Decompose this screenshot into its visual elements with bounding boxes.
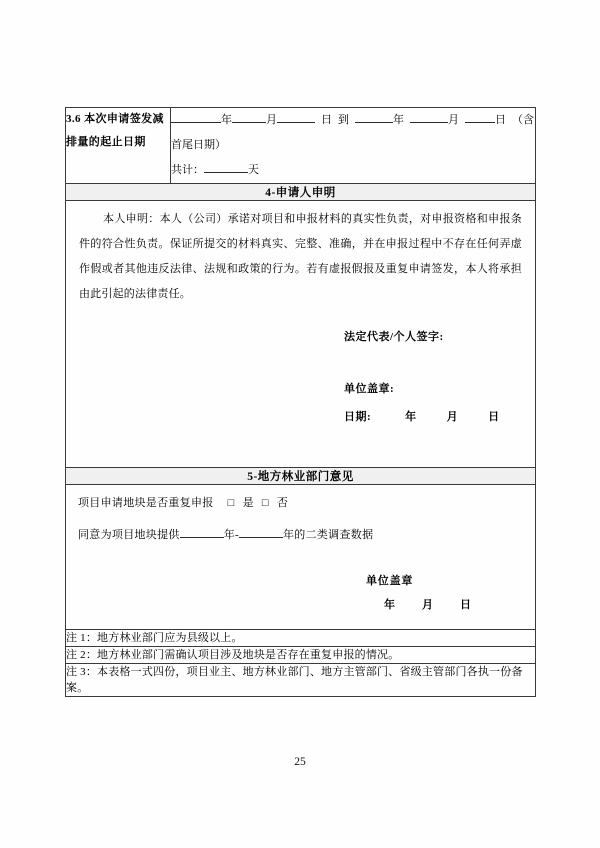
survey-data-prefix: 同意为项目地块提供 <box>78 529 180 541</box>
row-36-value-cell <box>171 108 536 184</box>
end-year-unit: 年 <box>393 114 404 126</box>
section4-body-row <box>66 201 536 468</box>
signature-block <box>66 309 535 467</box>
note-3: 注 3：本表格一式四份，项目业主、地方林业部门、地方主管部门、省级主管部门各执一份备案。 <box>66 664 536 697</box>
signature-date-line <box>66 409 535 425</box>
end-month-unit: 月 <box>448 114 459 126</box>
forestry-date-line <box>66 593 535 617</box>
date-range-line <box>171 108 535 158</box>
spacer-c <box>66 397 535 409</box>
section5-header-row <box>66 468 536 485</box>
note-2: 注 2：地方林业部门需确认项目涉及地块是否存在重复申报的情况。 <box>66 647 536 664</box>
section5-body-cell <box>66 485 536 630</box>
forestry-date-year: 年 <box>384 599 395 611</box>
forestry-date-month: 月 <box>422 599 433 611</box>
signature-date-day: 日 <box>488 411 500 423</box>
end-year-blank[interactable] <box>355 110 393 123</box>
spacer-f <box>66 617 535 629</box>
table-row-36 <box>66 108 536 184</box>
start-month-blank[interactable] <box>232 110 266 123</box>
survey-year-end-unit: 年的二类调查数据 <box>282 529 374 541</box>
row-36-label: 3.6 本次申请签发减排量的起止日期 <box>66 113 164 148</box>
note-1: 注 1：地方林业部门应为县级以上。 <box>66 630 536 647</box>
range-to-word: 到 <box>338 114 349 126</box>
signature-date-month: 月 <box>446 411 459 423</box>
end-day-unit: 日 <box>495 114 506 126</box>
survey-data-line <box>66 517 535 549</box>
signature-date-label: 日期: <box>344 411 372 423</box>
inclusive-note: （含首尾日期） <box>171 114 534 151</box>
section4-body-cell <box>66 201 536 468</box>
survey-year-start-blank[interactable] <box>180 525 224 538</box>
checkbox-no[interactable]: □ <box>261 497 269 509</box>
spacer-b <box>66 345 535 381</box>
start-year-unit: 年 <box>221 114 232 126</box>
start-day-blank[interactable] <box>277 110 315 123</box>
forestry-date-day: 日 <box>460 599 471 611</box>
application-form-table <box>65 107 536 697</box>
spacer-e <box>66 549 535 569</box>
section5-body-row <box>66 485 536 630</box>
duplicate-declaration-line <box>66 485 535 517</box>
total-days-line <box>171 158 535 183</box>
declaration-text: 本人申明：本人（公司）承诺对项目和申报材料的真实性负责，对申报资格和申报条件的符合性负责。保证所提交的材料真实、完整、准确，并在申报过程中不存在任何弄虚作假或者其他违反法律、法规和政策的行为。若有虚报假报及重复申请签发，本人将承担由此引起的法律责任。 <box>79 213 522 300</box>
survey-year-end-blank[interactable] <box>239 525 283 538</box>
spacer-d <box>66 425 535 455</box>
start-month-unit: 月 <box>266 114 277 126</box>
section4-header: 4-申请人申明 <box>66 184 536 201</box>
total-days-unit: 天 <box>248 164 259 176</box>
checkbox-no-label: 否 <box>276 497 289 509</box>
survey-year-start-unit: 年- <box>223 529 239 541</box>
section4-header-row <box>66 184 536 201</box>
total-days-label: 共计： <box>171 164 204 176</box>
total-days-blank[interactable] <box>204 160 248 173</box>
note-row <box>66 664 536 697</box>
signature-date-year: 年 <box>405 411 417 423</box>
duplicate-question-label: 项目申请地块是否重复申报 <box>78 497 214 509</box>
end-day-blank[interactable] <box>465 110 495 123</box>
note-row <box>66 647 536 664</box>
checkbox-yes-label: 是 <box>242 497 254 509</box>
company-seal-label: 单位盖章: <box>344 383 395 395</box>
note-row <box>66 630 536 647</box>
start-year-blank[interactable] <box>171 110 221 123</box>
spacer-a <box>66 309 535 329</box>
checkbox-yes[interactable]: □ <box>227 497 235 509</box>
start-day-unit: 日 <box>321 114 332 126</box>
legal-rep-signature-label: 法定代表/个人签字: <box>344 331 444 343</box>
end-month-blank[interactable] <box>410 110 448 123</box>
section5-header: 5-地方林业部门意见 <box>66 468 536 485</box>
page-number: 25 <box>294 756 306 768</box>
row-36-label-cell <box>66 108 171 184</box>
forestry-seal-label: 单位盖章 <box>366 575 414 587</box>
